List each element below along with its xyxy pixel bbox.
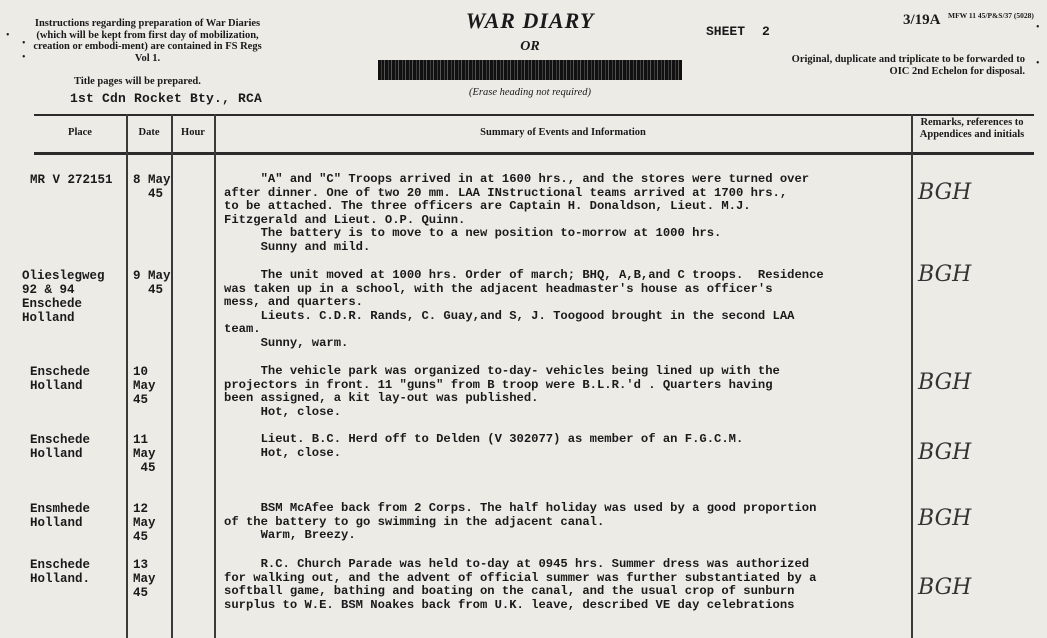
column-divider (214, 114, 216, 638)
column-divider (911, 114, 913, 638)
entry-initials: BGH (918, 575, 972, 600)
column-divider (171, 114, 173, 638)
entry-date: 12 May 45 (133, 502, 156, 544)
column-header-date: Date (138, 127, 160, 138)
entry-initials: BGH (918, 370, 972, 395)
entry-place: Olieslegweg 92 & 94 Enschede Holland (22, 269, 105, 325)
column-header-hour: Hour (181, 127, 205, 138)
entry-summary: The vehicle park was organized to-day- vehicles being lined up with the projectors in front. 11 "guns" from B troop were B.L.R.'d . Quarters having been assigned, a kit lay-out was published. Hot, close. (224, 364, 780, 419)
entry-initials: BGH (918, 506, 972, 531)
entry-summary: Lieut. B.C. Herd off to Delden (V 302077) as member of an F.G.C.M. Hot, close. (260, 432, 744, 460)
margin-mark: • (1036, 22, 1040, 33)
entry-place: MR V 272151 (30, 173, 113, 187)
redacted-heading (378, 60, 682, 80)
entry-place: Enschede Holland (30, 433, 91, 461)
sheet-number: 2 (762, 24, 770, 39)
title-pages-note: Title pages will be prepared. (74, 76, 201, 87)
or-label: OR (520, 39, 540, 54)
column-header-summary: Summary of Events and Information (480, 127, 646, 138)
margin-mark: • (1036, 58, 1040, 69)
war-diary-title: WAR DIARY (465, 8, 595, 33)
table-top-rule (34, 114, 1034, 116)
margin-mark: • (6, 30, 10, 41)
entry-summary: The unit moved at 1000 hrs. Order of march; BHQ, A,B,and C troops. Residence was taken up in a school, with the adjacent headmaster's house as officer's mess, and quarters. Lieuts. C.D.R. Rands, C. Guay,and S, J. Toogood brought in the second LAA team. Sunny, warm. (224, 268, 824, 350)
margin-mark: • (22, 52, 26, 63)
column-header-place: Place (68, 127, 92, 138)
entry-summary: "A" and "C" Troops arrived in at 1600 hrs., and the stores were turned over after dinner. One of two 20 mm. LAA INstructional teams arrived at 1700 hrs., to be attached. The three officers are Captain H. Donaldson, Lieut. M.J. Fitzgerald and Lieut. O.P. Quinn. The battery is to move to a new position to-morrow at 1000 hrs. Sunny and mild. (224, 172, 810, 254)
margin-mark: • (22, 38, 26, 49)
unit-name: 1st Cdn Rocket Bty., RCA (70, 91, 263, 106)
entry-date: 11 May 45 (133, 433, 156, 475)
entry-summary: BSM McAfee back from 2 Corps. The half holiday was used by a good proportion of the battery to go swimming in the adjacent canal. Warm, Breezy. (224, 501, 817, 543)
form-subcode: MFW 11 45/P&S/37 (5028) (948, 11, 1034, 20)
entry-date: 10 May 45 (133, 365, 156, 407)
column-divider (126, 114, 128, 638)
entry-initials: BGH (918, 262, 972, 287)
form-code: 3/19A (903, 12, 941, 28)
entry-date: 9 May 45 (133, 269, 171, 297)
column-header-remarks: Remarks, references to Appendices and initials (919, 117, 1025, 140)
entry-summary: R.C. Church Parade was held to-day at 0945 hrs. Summer dress was authorized for walking out, and the advent of official summer was further substantiated by a softball game, bathing and boating on the canal, and the usual crop of sunburn surplus to W.E. BSM Noakes back from U.K. leave, described VE day celebrations (224, 557, 817, 612)
sheet-label: SHEET (706, 24, 746, 39)
entry-date: 13 May 45 (133, 558, 156, 600)
entry-initials: BGH (918, 180, 972, 205)
entry-place: Enschede Holland. (30, 558, 91, 586)
entry-place: Enschede Holland (30, 365, 91, 393)
entry-date: 8 May 45 (133, 173, 171, 201)
erase-note: (Erase heading not required) (469, 87, 591, 98)
header-bottom-rule (34, 152, 1034, 155)
entry-initials: BGH (918, 440, 972, 465)
instructions-note: Instructions regarding preparation of War Diaries (which will be kept from first day of mobilization, creation or embodi-ment) are contained in FS Regs Vol 1. (33, 18, 262, 64)
distribution-note: Original, duplicate and triplicate to be forwarded to OIC 2nd Echelon for disposal. (791, 54, 1025, 77)
entry-place: Ensmhede Holland (30, 502, 91, 530)
